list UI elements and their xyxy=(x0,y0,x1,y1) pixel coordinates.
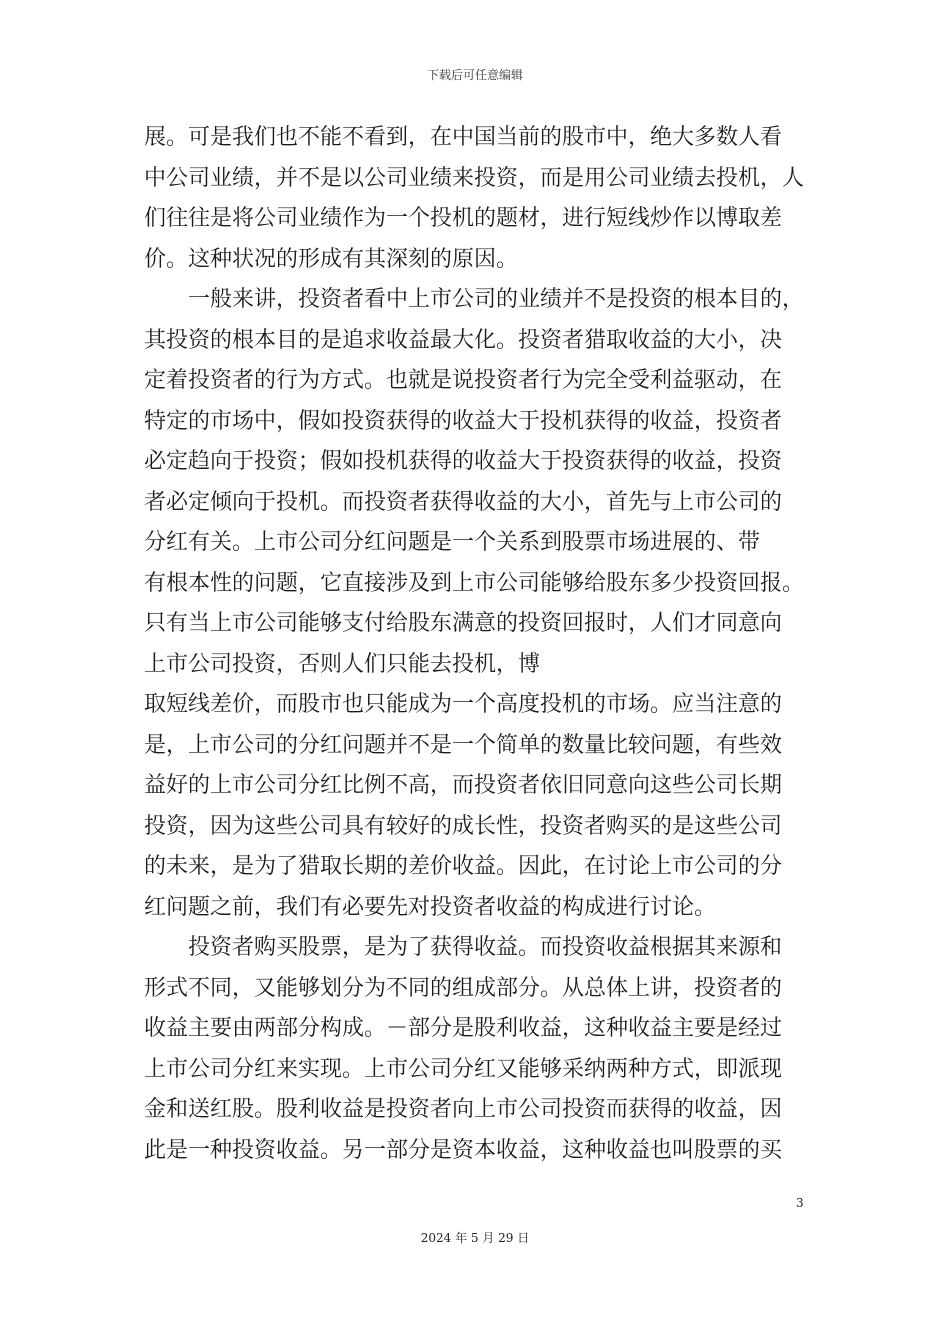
text-line: 的未来，是为了猎取长期的差价收益。因此，在讨论上市公司的分 xyxy=(144,854,783,879)
page-number: 3 xyxy=(796,1196,804,1210)
page-footer-date: 2024 年 5 月 29 日 xyxy=(420,1231,530,1245)
text-line: 上市公司分红来实现。上市公司分红又能够采纳两种方式，即派现 xyxy=(144,1056,783,1082)
text-line: 特定的市场中，假如投资获得的收益大于投机获得的收益，投资者 xyxy=(144,408,783,434)
text-line: 一般来讲，投资者看中上市公司的业绩并不是投资的根本目的， xyxy=(144,287,805,312)
text-line: 是，上市公司的分红问题并不是一个简单的数量比较问题，有些效 xyxy=(144,732,783,758)
text-line: 必定趋向于投资；假如投机获得的收益大于投资获得的收益，投资 xyxy=(144,449,783,474)
text-line: 投资，因为这些公司具有较好的成长性，投资者购买的是这些公司 xyxy=(144,813,783,839)
body-text xyxy=(144,118,814,1171)
text-line: 取短线差价，而股市也只能成为一个高度投机的市场。应当注意的 xyxy=(144,692,783,717)
text-line: 金和送红股。股利收益是投资者向上市公司投资而获得的收益，因 xyxy=(144,1097,783,1122)
text-line: 红问题之前，我们有必要先对投资者收益的构成进行讨论。 xyxy=(144,894,717,920)
text-line: 中公司业绩，并不是以公司业绩来投资，而是用公司业绩去投机，人 xyxy=(144,165,805,191)
text-line: 此是一种投资收益。另一部分是资本收益，这种收益也叫股票的买 xyxy=(144,1137,783,1163)
text-line: 形式不同，又能够划分为不同的组成部分。从总体上讲，投资者的 xyxy=(144,975,783,1001)
text-line: 价。这种状况的形成有其深刻的原因。 xyxy=(144,246,519,272)
text-line: 分红有关。上市公司分红问题是一个关系到股票市场进展的、带 xyxy=(144,530,761,555)
text-line: 者必定倾向于投机。而投资者获得收益的大小，首先与上市公司的 xyxy=(144,489,783,515)
text-line: 有根本性的问题，它直接涉及到上市公司能够给股东多少投资回报。 xyxy=(144,570,805,596)
text-line: 们往往是将公司业绩作为一个投机的题材，进行短线炒作以博取差 xyxy=(144,206,783,231)
text-line: 其投资的根本目的是追求收益最大化。投资者猎取收益的大小，决 xyxy=(144,327,783,353)
text-line: 展。可是我们也不能不看到，在中国当前的股市中，绝大多数人看 xyxy=(144,125,783,150)
text-line: 投资者购买股票，是为了获得收益。而投资收益根据其来源和 xyxy=(144,935,783,960)
text-line: 定着投资者的行为方式。也就是说投资者行为完全受利益驱动，在 xyxy=(144,368,783,393)
page-header: 下载后可任意编辑 xyxy=(426,68,523,82)
text-line: 收益主要由两部分构成。－部分是股利收益，这种收益主要是经过 xyxy=(144,1016,783,1041)
text-line: 益好的上市公司分红比例不高，而投资者依旧同意向这些公司长期 xyxy=(144,773,783,798)
text-line: 只有当上市公司能够支付给股东满意的投资回报时，人们才同意向 xyxy=(144,611,783,636)
text-line: 上市公司投资，否则人们只能去投机，博 xyxy=(144,651,541,677)
